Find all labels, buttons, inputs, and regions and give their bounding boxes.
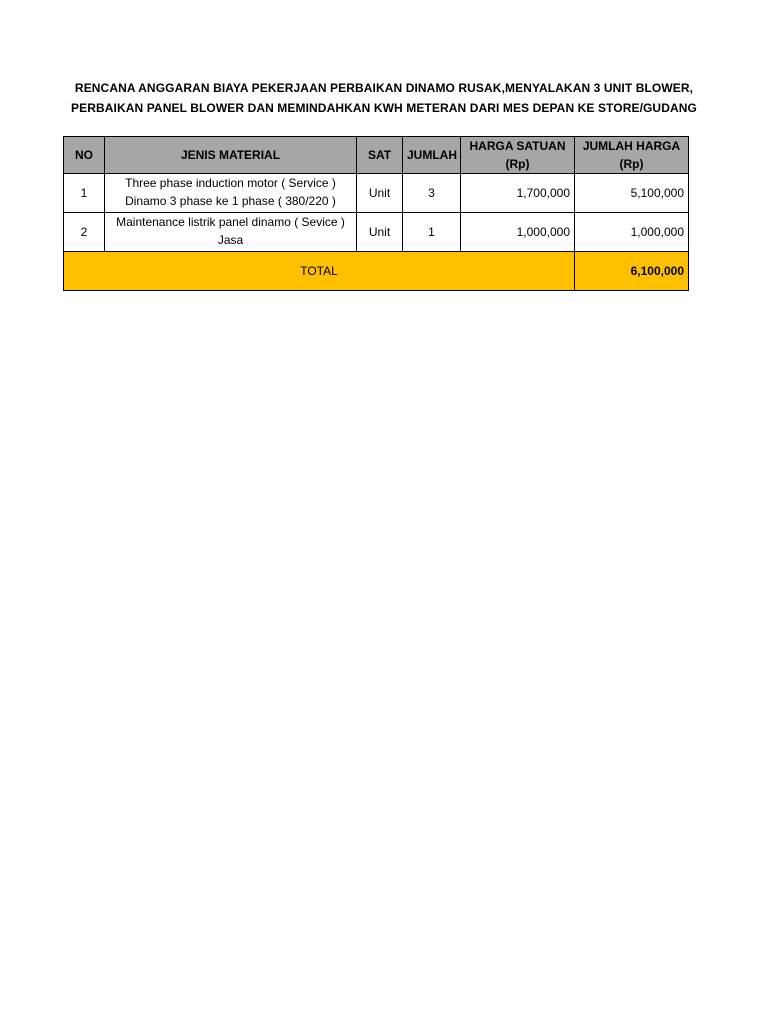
header-row xyxy=(64,137,689,174)
total-label: TOTAL xyxy=(64,252,575,291)
title-line-2: PERBAIKAN PANEL BLOWER DAN MEMINDAHKAN KWH METERAN DARI MES DEPAN KE STORE/GUDANG xyxy=(71,101,697,115)
row-jumlah-harga: 1,000,000 xyxy=(575,213,689,252)
document-title xyxy=(40,78,728,118)
header-harga-satuan-unit: (Rp) xyxy=(505,157,530,171)
row-description-line-2: Jasa xyxy=(217,233,244,247)
header-jumlah-harga-unit: (Rp) xyxy=(619,157,644,171)
budget-table xyxy=(63,136,689,291)
header-sat: SAT xyxy=(357,137,403,174)
header-harga-satuan-label: HARGA SATUAN xyxy=(469,139,566,153)
header-no: NO xyxy=(64,137,105,174)
row-jumlah: 1 xyxy=(403,213,461,252)
table-row xyxy=(64,174,689,213)
row-jumlah-harga: 5,100,000 xyxy=(575,174,689,213)
header-jumlah-harga-label: JUMLAH HARGA xyxy=(582,139,681,153)
row-harga-satuan: 1,700,000 xyxy=(461,174,575,213)
table-row xyxy=(64,213,689,252)
title-line-1: RENCANA ANGGARAN BIAYA PEKERJAAN PERBAIKAN DINAMO RUSAK,MENYALAKAN 3 UNIT BLOWER, xyxy=(74,81,694,95)
row-sat: Unit xyxy=(357,213,403,252)
header-jumlah: JUMLAH xyxy=(403,137,461,174)
row-no: 1 xyxy=(64,174,105,213)
row-no: 2 xyxy=(64,213,105,252)
row-description xyxy=(105,213,357,252)
total-row xyxy=(64,252,689,291)
header-harga-satuan xyxy=(461,137,575,174)
table-header xyxy=(64,137,689,174)
header-jumlah-harga xyxy=(575,137,689,174)
table-body xyxy=(64,174,689,291)
row-description-line-2: Dinamo 3 phase ke 1 phase ( 380/220 ) xyxy=(125,194,336,208)
row-description-line-1: Maintenance listrik panel dinamo ( Sevice ) xyxy=(116,215,345,229)
row-description xyxy=(105,174,357,213)
header-jenis-material: JENIS MATERIAL xyxy=(105,137,357,174)
row-sat: Unit xyxy=(357,174,403,213)
row-jumlah: 3 xyxy=(403,174,461,213)
row-harga-satuan: 1,000,000 xyxy=(461,213,575,252)
total-value: 6,100,000 xyxy=(575,252,689,291)
row-description-line-1: Three phase induction motor ( Service ) xyxy=(125,176,336,190)
